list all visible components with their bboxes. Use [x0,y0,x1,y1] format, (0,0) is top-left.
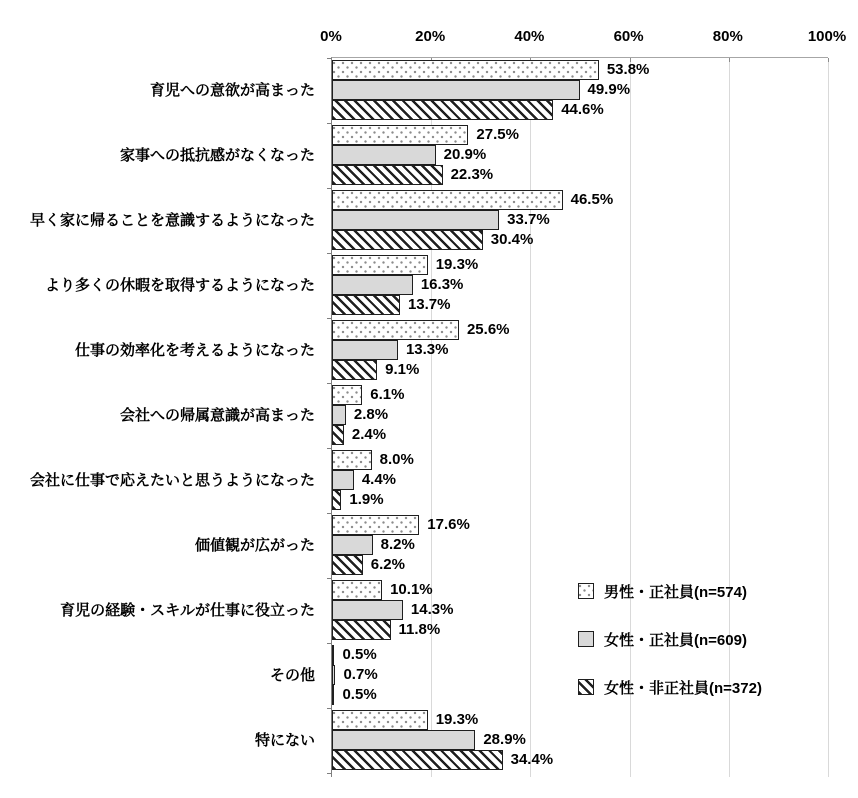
legend [578,567,762,711]
axis-tick [327,253,332,254]
value-label: 25.6% [466,321,510,338]
bar [332,665,335,685]
bar [332,405,346,425]
value-label: 14.3% [410,601,454,618]
x-axis-tick-label: 60% [613,28,644,45]
value-label: 19.3% [435,711,479,728]
bar [332,385,362,405]
axis-tick [828,58,829,62]
legend-item [578,663,762,711]
value-label: 44.6% [561,101,604,118]
bar [332,125,468,145]
bar [332,470,354,490]
category-label: 特にない [254,732,315,749]
value-label: 1.9% [349,491,384,508]
legend-swatch [578,679,594,695]
value-label: 13.7% [407,296,451,313]
value-label: 22.3% [450,166,494,183]
value-label: 8.2% [380,536,415,553]
category-label: より多くの休暇を取得するようになった [44,277,315,294]
value-label: 9.1% [385,361,420,378]
value-label: 0.5% [342,686,377,703]
value-label: 27.5% [476,126,519,143]
bar [332,710,428,730]
category-label: 家事への抵抗感がなくなった [119,147,315,164]
value-label: 13.3% [405,341,449,358]
value-label: 10.1% [390,581,433,598]
value-label: 0.5% [342,646,377,663]
axis-tick [327,448,332,449]
x-axis [0,0,858,57]
bar [332,340,398,360]
axis-tick [327,708,332,709]
bar [332,190,563,210]
value-label: 28.9% [483,731,526,748]
axis-tick [729,58,730,62]
bar [332,535,373,555]
value-label: 6.1% [370,386,405,403]
bar [332,80,580,100]
x-axis-tick-label: 20% [415,28,446,45]
bar [332,555,363,575]
bar [332,165,443,185]
value-label: 46.5% [570,191,614,208]
bar [332,425,344,445]
axis-tick [327,383,332,384]
value-label: 2.4% [351,426,387,443]
axis-tick [327,643,332,644]
legend-swatch [578,583,594,599]
axis-tick [327,188,332,189]
bar [332,210,499,230]
axis-tick [327,123,332,124]
bar [332,320,459,340]
x-axis-tick-label: 80% [712,28,743,45]
category-label: 早く家に帰ることを意識するようになった [29,212,315,229]
category-label: 会社への帰属意識が高まった [119,407,315,424]
value-label: 2.8% [353,406,389,423]
category-label: 育児の経験・スキルが仕事に役立った [60,602,315,619]
value-label: 49.9% [587,81,631,98]
axis-tick [327,773,332,774]
category-label: 会社に仕事で応えたいと思うようになった [29,472,315,489]
bar [332,295,400,315]
category-label: 仕事の効率化を考えるようになった [74,342,315,359]
legend-label: 女性・正社員(n=609) [604,631,747,649]
bar [332,580,382,600]
axis-tick [327,58,332,59]
value-label: 53.8% [606,61,650,78]
legend-swatch [578,631,594,647]
legend-label: 女性・非正社員(n=372) [604,679,762,697]
x-axis-tick-label: 0% [320,28,342,45]
axis-tick [327,513,332,514]
value-label: 11.8% [398,621,441,638]
category-label: その他 [269,667,315,684]
bar [332,515,419,535]
value-label: 6.2% [370,556,405,573]
value-label: 16.3% [420,276,464,293]
value-label: 4.4% [361,471,397,488]
value-label: 34.4% [510,751,554,768]
x-axis-tick-label: 40% [514,28,545,45]
legend-label: 男性・正社員(n=574) [604,583,747,601]
bar [332,450,372,470]
gridline [530,58,531,777]
bar [332,230,483,250]
legend-item [578,567,762,615]
bar [332,600,403,620]
category-label: 価値観が広がった [194,537,315,554]
value-label: 8.0% [379,451,414,468]
bar [332,145,436,165]
value-label: 17.6% [427,516,470,533]
legend-item [578,615,762,663]
value-label: 19.3% [435,256,479,273]
bar [332,275,413,295]
bar [332,490,341,510]
x-axis-tick-label: 100% [807,28,847,45]
bar [332,645,334,665]
gridline [828,58,829,777]
value-label: 33.7% [507,211,550,228]
bar [332,255,428,275]
bar [332,60,599,80]
value-label: 30.4% [490,231,534,248]
bar [332,620,391,640]
category-label: 育児への意欲が高まった [149,82,315,99]
value-label: 0.7% [343,666,378,683]
bar [332,100,553,120]
axis-tick [327,578,332,579]
bar [332,685,334,705]
bar [332,730,475,750]
axis-tick [327,318,332,319]
bar [332,750,503,770]
value-label: 20.9% [443,146,487,163]
bar [332,360,377,380]
